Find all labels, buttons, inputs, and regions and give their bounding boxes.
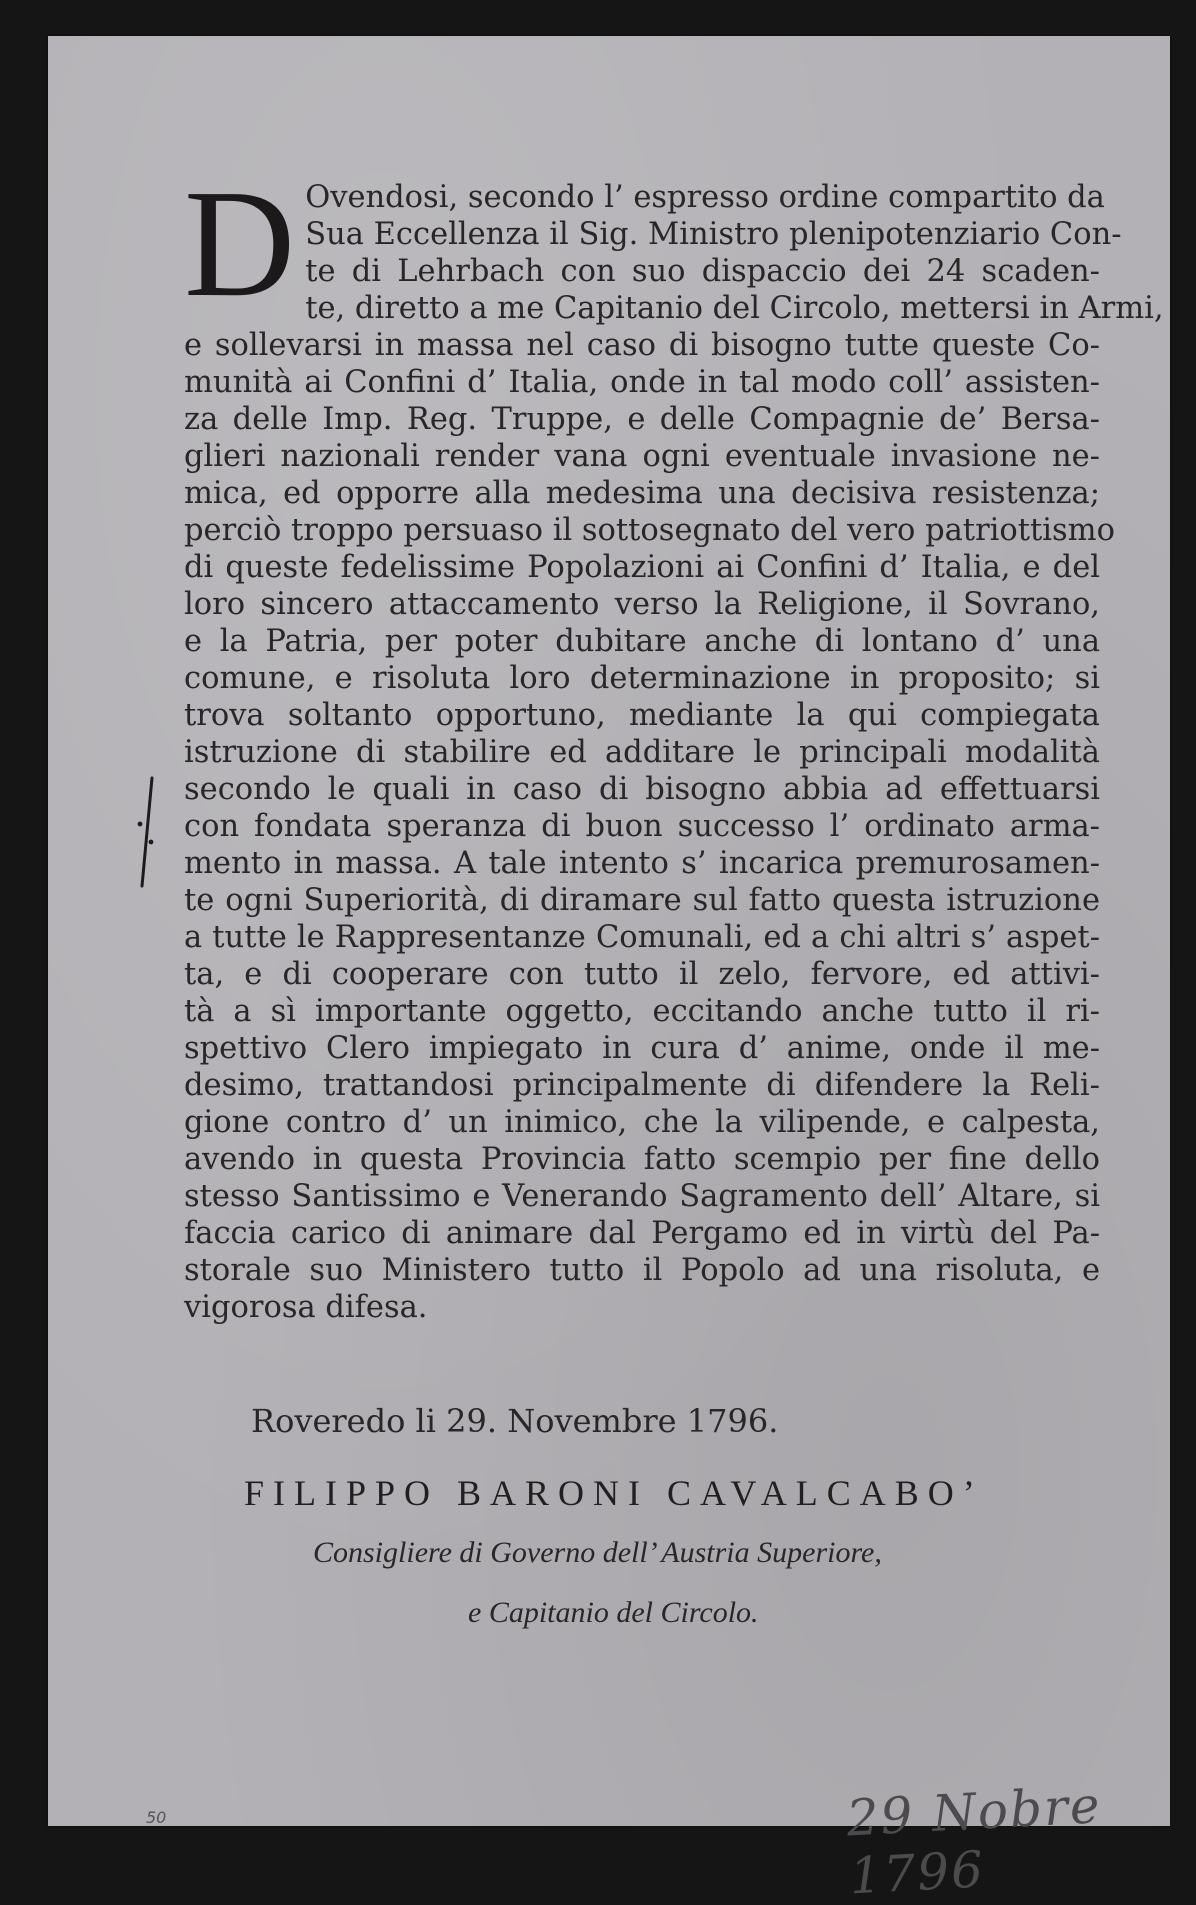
body-line: ta, e di cooperare con tutto il zelo, fervore, ed attivi-	[184, 957, 1100, 992]
body-line: secondo le quali in caso di bisogno abbia ad effettuarsi	[184, 772, 1100, 807]
body-line: a tutte le Rappresentanze Comunali, ed a chi altri s’ aspet-	[184, 920, 1100, 955]
proclamation-body	[184, 159, 1164, 1326]
body-line: e la Patria, per poter dubitare anche di lontano d’ una	[184, 624, 1100, 659]
handwritten-date-annotation: 29 Nobre 1796	[845, 1776, 1103, 1905]
body-line: munità ai Confini d’ Italia, onde in tal modo coll’ assisten-	[184, 365, 1100, 400]
body-line: Sua Eccellenza il Sig. Ministro plenipotenziario Con-	[305, 217, 1122, 252]
body-line: stesso Santissimo e Venerando Sagramento dell’ Altare, si	[184, 1179, 1100, 1214]
shelf-number: 50	[146, 1808, 167, 1827]
body-line: gione contro d’ un inimico, che la vilipende, e calpesta,	[184, 1105, 1100, 1140]
signer-title-line-1: Consigliere di Governo dell’ Austria Superiore,	[313, 1536, 882, 1569]
body-line: loro sincero attaccamento verso la Religione, il Sovrano,	[184, 587, 1100, 622]
body-line: tà a sì importante oggetto, eccitando anche tutto il ri-	[184, 994, 1100, 1029]
body-line: desimo, trattandosi principalmente di difendere la Reli-	[184, 1068, 1100, 1103]
drop-cap: D	[184, 159, 296, 329]
body-line: con fondata speranza di buon successo l’ ordinato arma-	[184, 809, 1100, 844]
body-line: mento in massa. A tale intento s’ incarica premurosamen-	[184, 846, 1100, 881]
body-line: te ogni Superiorità, di diramare sul fatto questa istruzione	[184, 883, 1100, 918]
body-line: te di Lehrbach con suo dispaccio dei 24 scaden-	[305, 254, 1100, 289]
margin-annotation-mark	[136, 776, 158, 888]
signer-name: FILIPPO BARONI CAVALCABO’	[244, 1473, 984, 1513]
dateline: Roveredo li 29. Novembre 1796.	[251, 1402, 779, 1440]
document-page	[48, 36, 1170, 1905]
body-line: vigorosa difesa.	[184, 1290, 428, 1325]
body-line: di queste fedelissime Popolazioni ai Confini d’ Italia, e del	[184, 550, 1100, 585]
body-line: spettivo Clero impiegato in cura d’ anime, onde il me-	[184, 1031, 1100, 1066]
body-line: glieri nazionali render vana ogni eventuale invasione ne-	[184, 439, 1100, 474]
body-line: mica, ed opporre alla medesima una decisiva resistenza;	[184, 476, 1100, 511]
body-line: comune, e risoluta loro determinazione in proposito; si	[184, 661, 1100, 696]
body-line: storale suo Ministero tutto il Popolo ad una risoluta, e	[184, 1253, 1100, 1288]
body-line: te, diretto a me Capitanio del Circolo, mettersi in Armi,	[305, 291, 1164, 326]
body-line: faccia carico di animare dal Pergamo ed in virtù del Pa-	[184, 1216, 1100, 1251]
body-line: avendo in questa Provincia fatto scempio per fine dello	[184, 1142, 1100, 1177]
body-line: e sollevarsi in massa nel caso di bisogno tutte queste Co-	[184, 328, 1100, 363]
body-line: Ovendosi, secondo l’ espresso ordine compartito da	[305, 180, 1105, 215]
body-line: za delle Imp. Reg. Truppe, e delle Compagnie de’ Bersa-	[184, 402, 1100, 437]
signer-title-line-2: e Capitanio del Circolo.	[468, 1596, 759, 1629]
body-line: perciò troppo persuaso il sottosegnato del vero patriottismo	[184, 513, 1115, 548]
body-line: trova soltanto opportuno, mediante la qui compiegata	[184, 698, 1100, 733]
body-line: istruzione di stabilire ed additare le principali modalità	[184, 735, 1100, 770]
